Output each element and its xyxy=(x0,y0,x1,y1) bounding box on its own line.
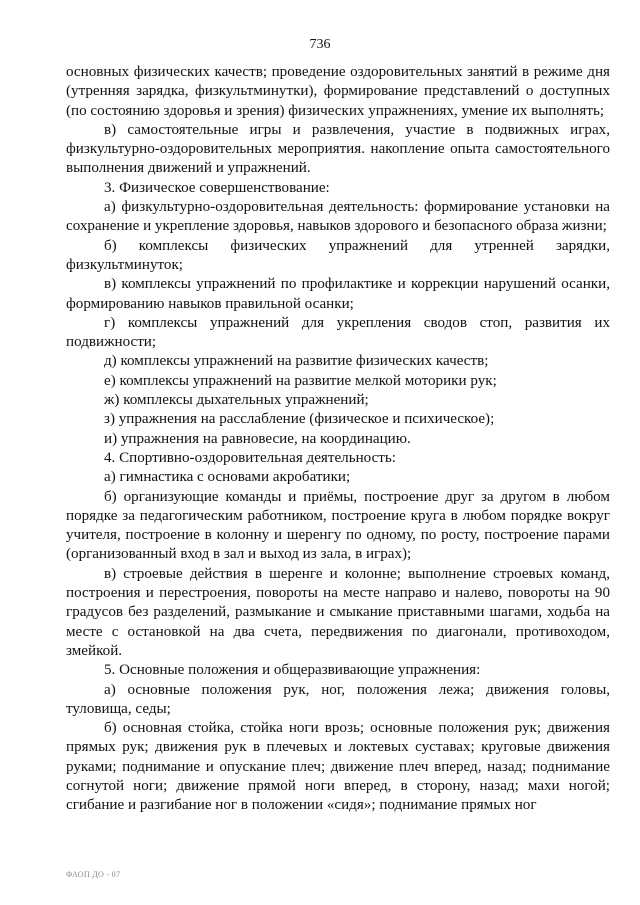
list-item: а) гимнастика с основами акробатики; xyxy=(104,469,351,486)
page-number: 736 xyxy=(309,37,331,52)
list-item: а) основные положения рук, ног, положения лежа; движения головы, туловища, седы; xyxy=(66,681,610,717)
list-item: б) комплексы физических упражнений для утренней зарядки, физкультминуток; xyxy=(66,237,610,273)
list-item: в) строевые действия в шеренге и колонне; выполнение строевых команд, построения и перестроения, повороты на месте направо и налево, повороты на 90 градусов без разделений, размыкание и смыкание приставными шагами, ходьба на месте с остановкой на два счета, передвижения по диагонали, противоходом, змейкой. xyxy=(66,565,610,659)
document-body xyxy=(66,63,610,816)
list-item: б) основная стойка, стойка ноги врозь; основные положения рук; движения прямых рук; движения рук в плечевых и локтевых суставах; круговые движения руками; поднимание и опускание плеч; движение плеч вперед, назад; поднимание согнутой ноги; движение прямой ноги вперед, в сторону, назад; махи ногой; сгибание и разгибание ног в положении «сидя»; поднимание прямых ног xyxy=(66,720,610,814)
list-item: ж) комплексы дыхательных упражнений; xyxy=(104,392,369,409)
section-heading: 5. Основные положения и общеразвивающие упражнения: xyxy=(104,662,481,679)
section-heading: 3. Физическое совершенствование: xyxy=(104,179,330,196)
list-item: е) комплексы упражнений на развитие мелкой моторики рук; xyxy=(104,372,497,389)
section-heading: 4. Спортивно-оздоровительная деятельность: xyxy=(104,449,396,466)
document-code-footer: ФАОП ДО - 07 xyxy=(66,870,121,879)
list-item: а) физкультурно-оздоровительная деятельность: формирование установки на сохранение и укрепление здоровья, навыков здорового и безопасного образа жизни; xyxy=(66,199,610,235)
list-item: и) упражнения на равновесие, на координацию. xyxy=(104,430,411,447)
list-item: д) комплексы упражнений на развитие физических качеств; xyxy=(104,353,489,370)
list-item: з) упражнения на расслабление (физическое и психическое); xyxy=(104,411,495,428)
list-item: в) комплексы упражнений по профилактике и коррекции нарушений осанки, формированию навыков правильной осанки; xyxy=(66,276,610,312)
list-item: б) организующие команды и приёмы, построение друг за другом в любом порядке за педагогическим работником, построение круга в любом порядке вокруг учителя, построение в колонну и шеренгу по одному, по росту, построение парами (организованный вход в зал и выход из зала, в играх); xyxy=(66,488,610,563)
paragraph: в) самостоятельные игры и развлечения, участие в подвижных играх, физкультурно-оздоровительных мероприятия. накопление опыта самостоятельного выполнения движений и упражнений. xyxy=(66,121,610,177)
paragraph: основных физических качеств; проведение оздоровительных занятий в режиме дня (утренняя зарядка, физкультминутки), формирование представлений о доступных (по состоянию здоровья и зрения) физических упражнениях, умение их выполнять; xyxy=(66,64,610,119)
list-item: г) комплексы упражнений для укрепления сводов стоп, развития их подвижности; xyxy=(66,314,610,351)
